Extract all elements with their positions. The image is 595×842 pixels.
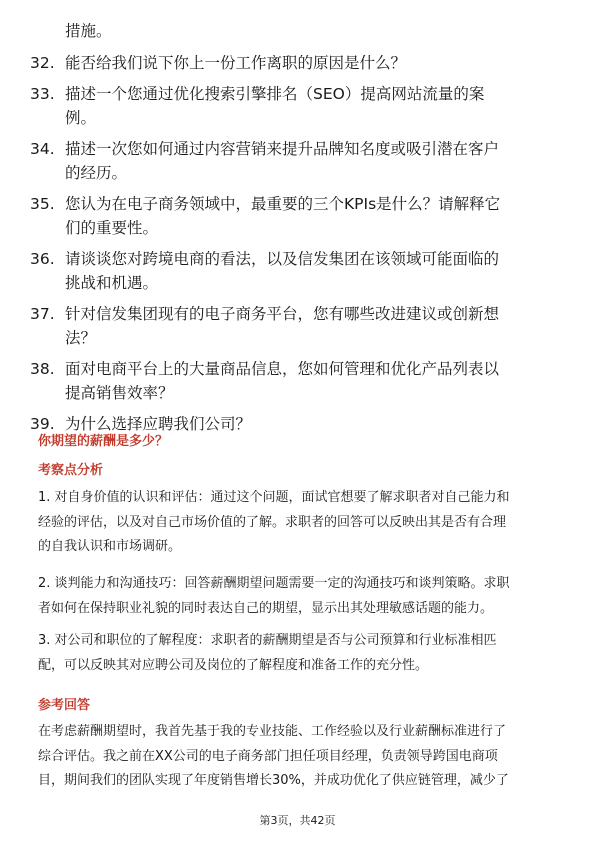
question-number: 33. [30, 85, 55, 103]
paragraph-line: 3. 对公司和职位的了解程度：求职者的薪酬期望是否与公司预算和行业标准相匹 [38, 633, 497, 648]
question-text [65, 248, 575, 295]
question-line: 提高销售效率？ [65, 383, 174, 402]
question-text [65, 303, 575, 350]
analysis-point-3 [38, 629, 566, 678]
reference-answer-text [38, 720, 566, 794]
paragraph-line: 者如何在保持职业礼貌的同时表达自己的期望，显示出其处理敏感话题的能力。 [38, 600, 494, 616]
salary-question-title: 你期望的薪酬是多少？ [38, 434, 169, 449]
question-number: 35. [30, 195, 55, 213]
analysis-point-1 [38, 486, 566, 560]
analysis-heading: 考察点分析 [38, 463, 104, 478]
paragraph-line: 配，可以反映其对应聘公司及岗位的了解程度和准备工作的充分性。 [38, 657, 429, 673]
question-text [65, 193, 575, 240]
question-text [65, 138, 575, 185]
question-line: 法？ [65, 328, 97, 347]
question-line: 为什么选择应聘我们公司？ [65, 415, 252, 433]
question-text [65, 52, 575, 76]
reference-answer-heading: 参考回答 [38, 698, 91, 713]
question-line: 描述一次您如何通过内容营销来提升品牌知名度或吸引潜在客户 [65, 140, 500, 158]
paragraph-line: 的自我认识和市场调研。 [38, 539, 182, 554]
analysis-point-2 [38, 572, 566, 621]
paragraph-line: 2. 谈判能力和沟通技巧：回答薪酬期望问题需要一定的沟通技巧和谈判策略。求职 [38, 576, 510, 591]
question-line: 您认为在电子商务领域中，最重要的三个KPIs是什么？请解释它 [65, 195, 501, 213]
paragraph-line: 1. 对自身价值的认识和评估：通过这个问题，面试官想要了解求职者对自己能力和 [38, 490, 510, 505]
paragraph-line: 经验的评估，以及对自己市场价值的了解。求职者的回答可以反映出其是否有合理 [38, 514, 507, 530]
question-number: 39. [30, 415, 55, 433]
question-line: 挑战和机遇。 [65, 273, 159, 292]
paragraph-line: 在考虑薪酬期望时，我首先基于我的专业技能、工作经验以及行业薪酬标准进行了 [38, 724, 507, 739]
question-35 [30, 193, 575, 240]
question-text [65, 358, 575, 405]
question-line: 描述一个您通过优化搜索引擎排名（SEO）提高网站流量的案 [65, 85, 485, 103]
question-line: 针对信发集团现有的电子商务平台，您有哪些改进建议或创新想 [65, 305, 500, 323]
question-list [30, 20, 575, 437]
paragraph-line: 综合评估。我之前在XX公司的电子商务部门担任项目经理，负责领导跨国电商项 [38, 748, 498, 764]
question-line: 能否给我们说下你上一份工作离职的原因是什么？ [65, 53, 407, 72]
question-line: 们的重要性。 [65, 218, 159, 237]
question-continuation: 措施。 [65, 22, 112, 40]
question-line: 面对电商平台上的大量商品信息，您如何管理和优化产品列表以 [65, 360, 500, 378]
question-32 [30, 52, 575, 76]
question-line: 例。 [65, 108, 97, 127]
question-line: 请谈谈您对跨境电商的看法，以及信发集团在该领域可能面临的 [65, 250, 500, 268]
question-number: 36. [30, 250, 55, 268]
question-line: 的经历。 [65, 163, 128, 182]
question-33 [30, 83, 575, 130]
question-37 [30, 303, 575, 350]
question-38 [30, 358, 575, 405]
question-text [65, 83, 575, 130]
question-number: 37. [30, 305, 55, 323]
question-34 [30, 138, 575, 185]
question-36 [30, 248, 575, 295]
page-number: 第3页，共42页 [259, 814, 336, 827]
question-number: 34. [30, 140, 55, 158]
question-number: 38. [30, 360, 55, 378]
question-number: 32. [30, 53, 55, 72]
paragraph-line: 目，期间我们的团队实现了年度销售增长30%，并成功优化了供应链管理，减少了 [38, 773, 509, 788]
